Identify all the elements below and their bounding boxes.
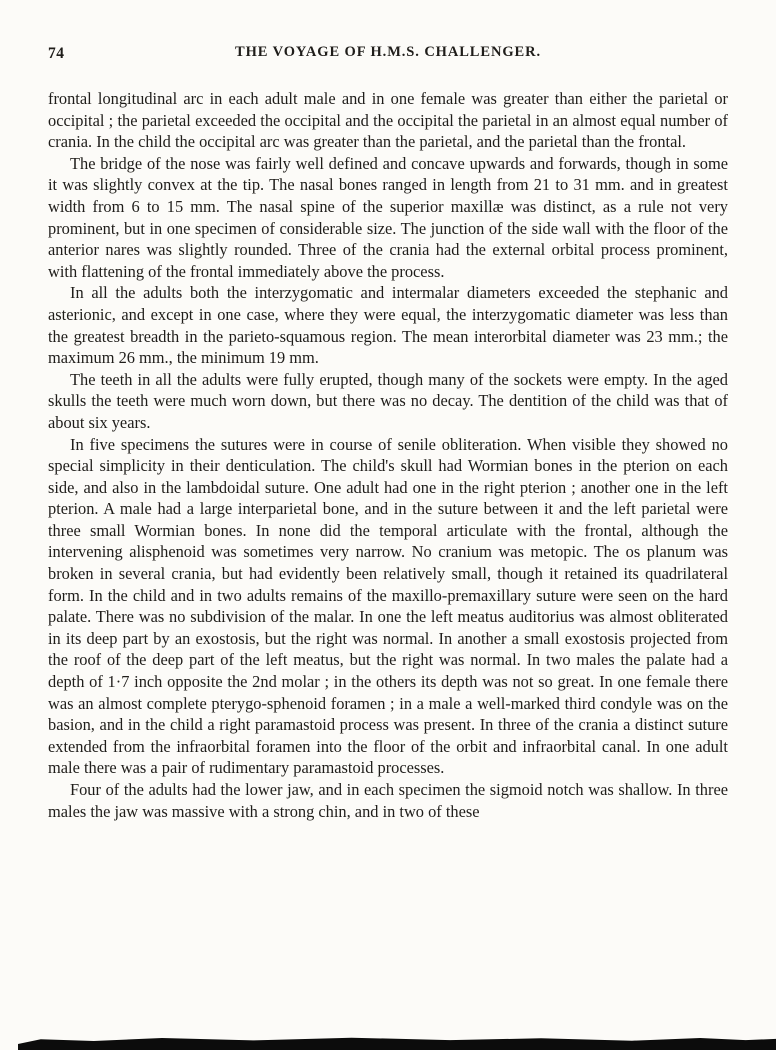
paragraph: The bridge of the nose was fairly well defined and concave upwards and forwards, though in some it was slightly convex at the tip. The nasal bones ranged in length from 21 to 31 mm. and in greatest width from 6 to 15 mm. The nasal spine of the superior maxillæ was distinct, as a rule not very prominent, but in one specimen of considerable size. The junction of the side wall with the floor of the anterior nares was slightly rounded. Three of the crania had the external orbital process prominent, with flattening of the frontal immediately above the process. (48, 153, 728, 281)
paragraph: frontal longitudinal arc in each adult male and in one female was greater than either the parietal or occipital ; the parietal exceeded the occipital and the occipital the parietal in an almost equal number of crania. In the child the occipital arc was greater than the parietal, and the parietal than the frontal. (48, 89, 728, 152)
page-header (48, 44, 728, 66)
paragraph: The teeth in all the adults were fully erupted, though many of the sockets were empty. In the aged skulls the teeth were much worn down, but there was no decay. The dentition of the child was that of about six years. (48, 369, 728, 432)
page-number: 74 (48, 45, 65, 62)
paragraph: In all the adults both the interzygomatic and intermalar diameters exceeded the stephanic and asterionic, and except in one case, where they were equal, the interzygomatic diameter was less than the greatest breadth in the parieto-squamous region. The mean interorbital diameter was 23 mm.; the maximum 26 mm., the minimum 19 mm. (48, 283, 728, 368)
body-text (48, 88, 728, 822)
running-title: THE VOYAGE OF H.M.S. CHALLENGER. (235, 44, 541, 60)
paragraph: In five specimens the sutures were in course of senile obliteration. When visible they showed no special simplicity in their denticulation. The child's skull had Wormian bones in the pterion on each side, and also in the lambdoidal suture. One adult had one in the right pterion ; another one in the left pterion. A male had a large interparietal bone, and in the suture between it and the left parietal were three small Wormian bones. In none did the temporal articulate with the frontal, although the intervening alisphenoid was sometimes very narrow. No cranium was metopic. The os planum was broken in several crania, but had evidently been relatively small, though it retained its quadrilateral form. In the child and in two adults remains of the maxillo-premaxillary suture were seen on the hard palate. There was no subdivision of the malar. In one the left meatus auditorius was almost obliterated in its deep part by an exostosis, but the right was normal. In another a small exostosis projected from the roof of the deep part of the left meatus, but the right was normal. In two males the palate had a depth of 1·7 inch opposite the 2nd molar ; in the others its depth was not so great. In one female there was an almost complete pterygo-sphenoid foramen ; in a male a well-marked third condyle was on the basion, and in the child a right paramastoid process was present. In three of the crania a distinct suture extended from the infraorbital foramen into the floor of the orbit and infraorbital canal. In one adult male there was a pair of rudimentary paramastoid processes. (48, 434, 728, 778)
paragraph: Four of the adults had the lower jaw, and in each specimen the sigmoid notch was shallow. In three males the jaw was massive with a strong chin, and in two of these (48, 780, 728, 821)
